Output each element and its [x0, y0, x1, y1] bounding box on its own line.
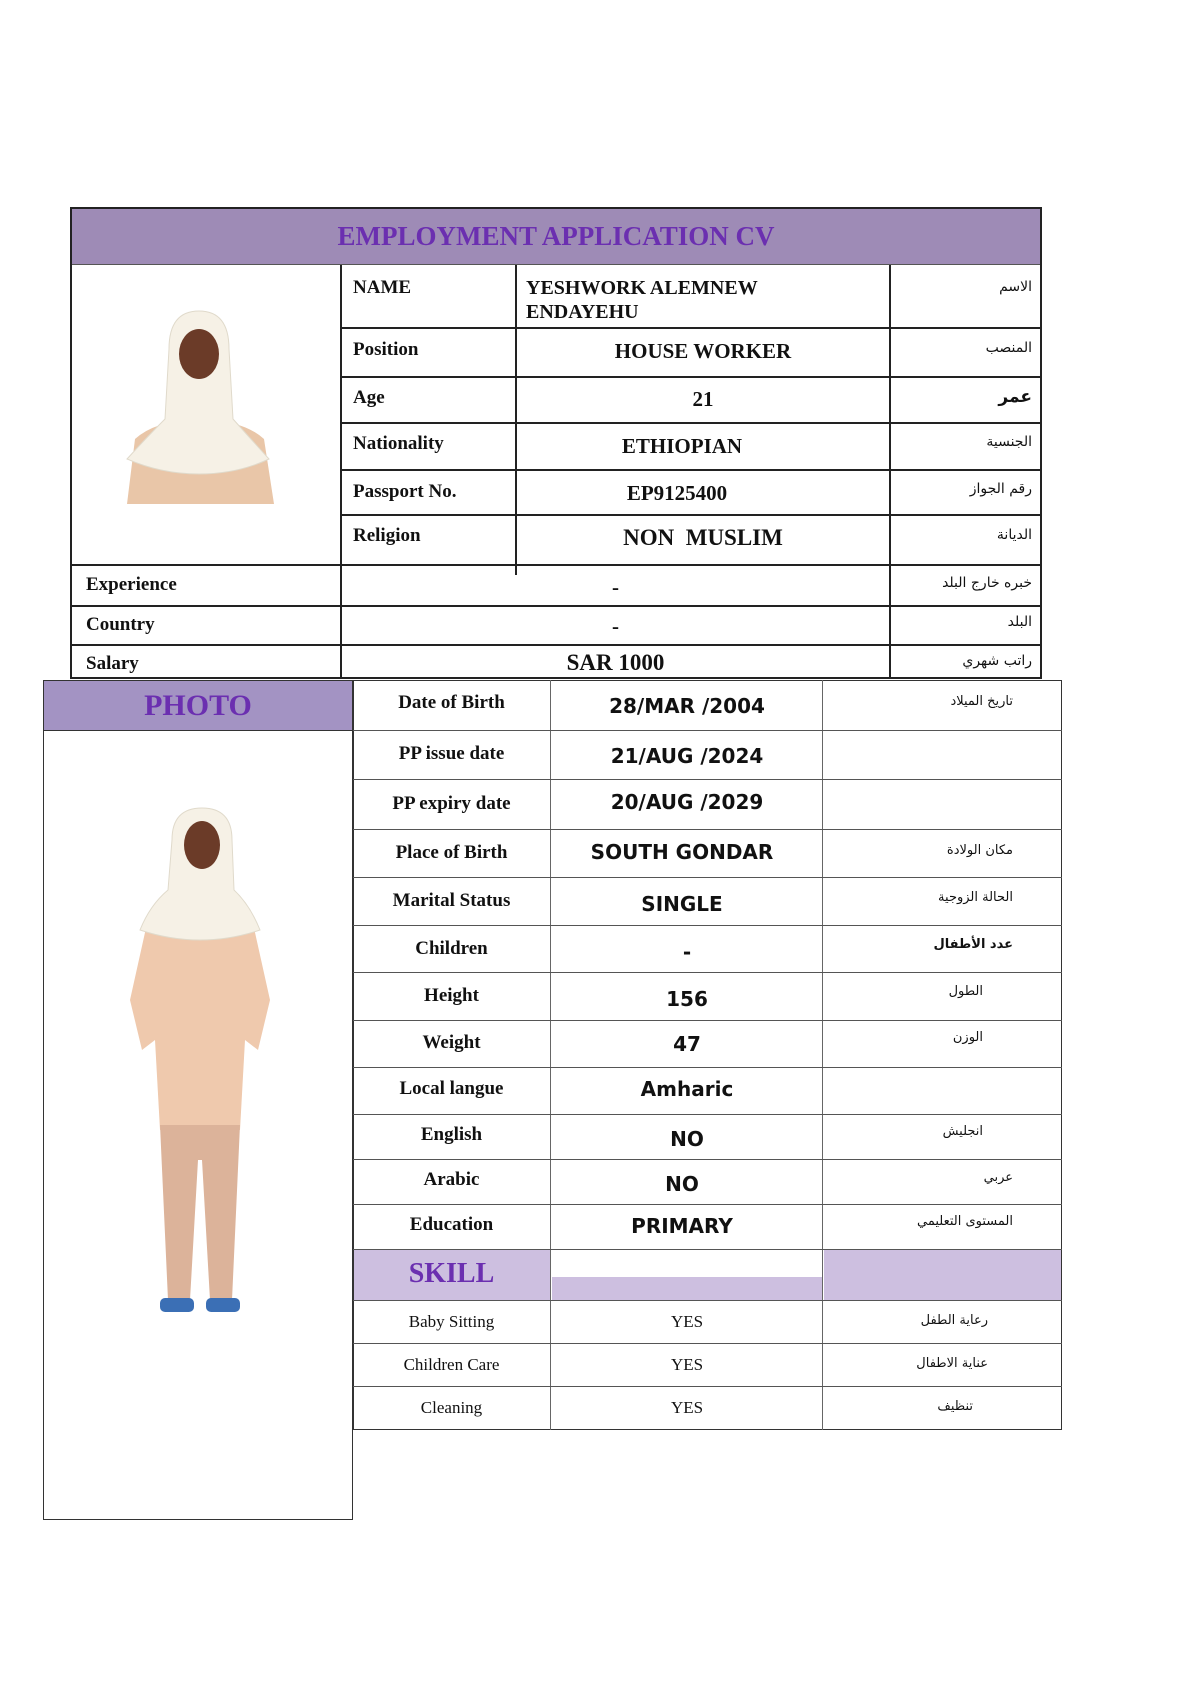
- pob-label: Place of Birth: [395, 842, 508, 863]
- skill-title: SKILL: [408, 1258, 495, 1289]
- age-label: Age: [353, 387, 385, 408]
- pp-issue-value: 21/AUG /2024: [610, 744, 764, 768]
- skill-cleaning-value: YES: [670, 1398, 704, 1417]
- salary-arabic: راتب شهري: [962, 653, 1032, 669]
- nationality-label: Nationality: [353, 433, 444, 454]
- portrait-photo: [117, 309, 282, 504]
- name-label: NAME: [353, 277, 412, 298]
- english-label: English: [420, 1124, 483, 1145]
- height-label: Height: [424, 985, 479, 1006]
- details-table: [353, 680, 1062, 1430]
- country-label: Country: [86, 614, 155, 635]
- pp-issue-label: PP issue date: [398, 743, 505, 764]
- weight-label: Weight: [422, 1032, 481, 1053]
- personal-info-table: [70, 207, 1042, 679]
- passport-label: Passport No.: [353, 481, 457, 502]
- religion-label: Religion: [353, 525, 421, 546]
- local-language-label: Local langue: [399, 1078, 504, 1099]
- country-arabic: البلد: [1007, 614, 1032, 630]
- weight-value: 47: [673, 1032, 701, 1056]
- pp-expiry-label: PP expiry date: [392, 793, 511, 814]
- skill-baby-sitting-label: Baby Sitting: [408, 1312, 495, 1331]
- skill-children-care-value: YES: [670, 1355, 704, 1374]
- education-label: Education: [409, 1214, 494, 1235]
- english-value: NO: [670, 1127, 704, 1151]
- pob-arabic: مكان الولادة: [946, 843, 1013, 858]
- height-arabic: الطول: [948, 984, 983, 999]
- skill-header-right-bg: [824, 1250, 1061, 1300]
- marital-arabic: الحالة الزوجية: [938, 890, 1013, 905]
- salary-label: Salary: [86, 653, 139, 674]
- country-value: -: [612, 614, 619, 638]
- skill-cleaning-arabic: تنظيف: [937, 1399, 973, 1414]
- page-title: EMPLOYMENT APPLICATION CV: [72, 209, 1040, 265]
- dob-arabic: تاريخ الميلاد: [950, 694, 1013, 709]
- position-label: Position: [353, 339, 419, 360]
- religion-value: NON MUSLIM: [623, 525, 783, 550]
- children-label: Children: [415, 938, 488, 959]
- skill-children-care-arabic: عناية الاطفال: [916, 1356, 988, 1371]
- skill-cleaning-label: Cleaning: [420, 1398, 483, 1417]
- age-value: 21: [692, 387, 714, 411]
- position-arabic: المنصب: [985, 340, 1032, 356]
- nationality-arabic: الجنسية: [986, 434, 1032, 450]
- age-arabic: عمر: [998, 387, 1032, 407]
- name-arabic: الاسم: [999, 279, 1032, 295]
- children-value: -: [682, 940, 692, 964]
- education-value: PRIMARY: [631, 1214, 733, 1238]
- pob-value: SOUTH GONDAR: [590, 840, 774, 864]
- skill-baby-sitting-arabic: رعاية الطفل: [920, 1313, 988, 1328]
- pp-expiry-value: 20/AUG /2029: [610, 790, 764, 814]
- experience-arabic: خبره خارج البلد: [942, 575, 1032, 591]
- name-value-line1: YESHWORK ALEMNEW: [526, 277, 758, 299]
- name-value-line2: ENDAYEHU: [526, 301, 639, 323]
- marital-value: SINGLE: [641, 892, 723, 916]
- full-body-photo: [120, 800, 280, 1340]
- religion-arabic: الديانة: [996, 527, 1032, 543]
- dob-value: 28/MAR /2004: [609, 694, 765, 718]
- dob-label: Date of Birth: [398, 692, 505, 713]
- arabic-value: NO: [665, 1172, 699, 1196]
- position-value: HOUSE WORKER: [614, 339, 792, 363]
- english-arabic: انجليش: [942, 1124, 983, 1139]
- education-arabic: المستوى التعليمي: [917, 1214, 1013, 1229]
- nationality-value: ETHIOPIAN: [621, 434, 743, 458]
- experience-value: -: [612, 575, 619, 599]
- local-language-value: Amharic: [640, 1077, 734, 1101]
- passport-arabic: رقم الجواز: [969, 481, 1032, 497]
- experience-label: Experience: [86, 574, 177, 595]
- children-arabic: عدد الأطفال: [933, 937, 1013, 952]
- photo-title: PHOTO: [44, 681, 352, 731]
- weight-arabic: الوزن: [952, 1030, 983, 1045]
- skill-baby-sitting-value: YES: [670, 1312, 704, 1331]
- arabic-arabic: عربي: [983, 1170, 1013, 1185]
- arabic-label: Arabic: [423, 1169, 480, 1190]
- skill-header-mid-bg: [552, 1277, 822, 1300]
- passport-value: EP9125400: [626, 481, 728, 505]
- skill-children-care-label: Children Care: [403, 1355, 500, 1374]
- height-value: 156: [666, 987, 708, 1011]
- marital-label: Marital Status: [392, 890, 511, 911]
- salary-value: SAR 1000: [566, 650, 665, 675]
